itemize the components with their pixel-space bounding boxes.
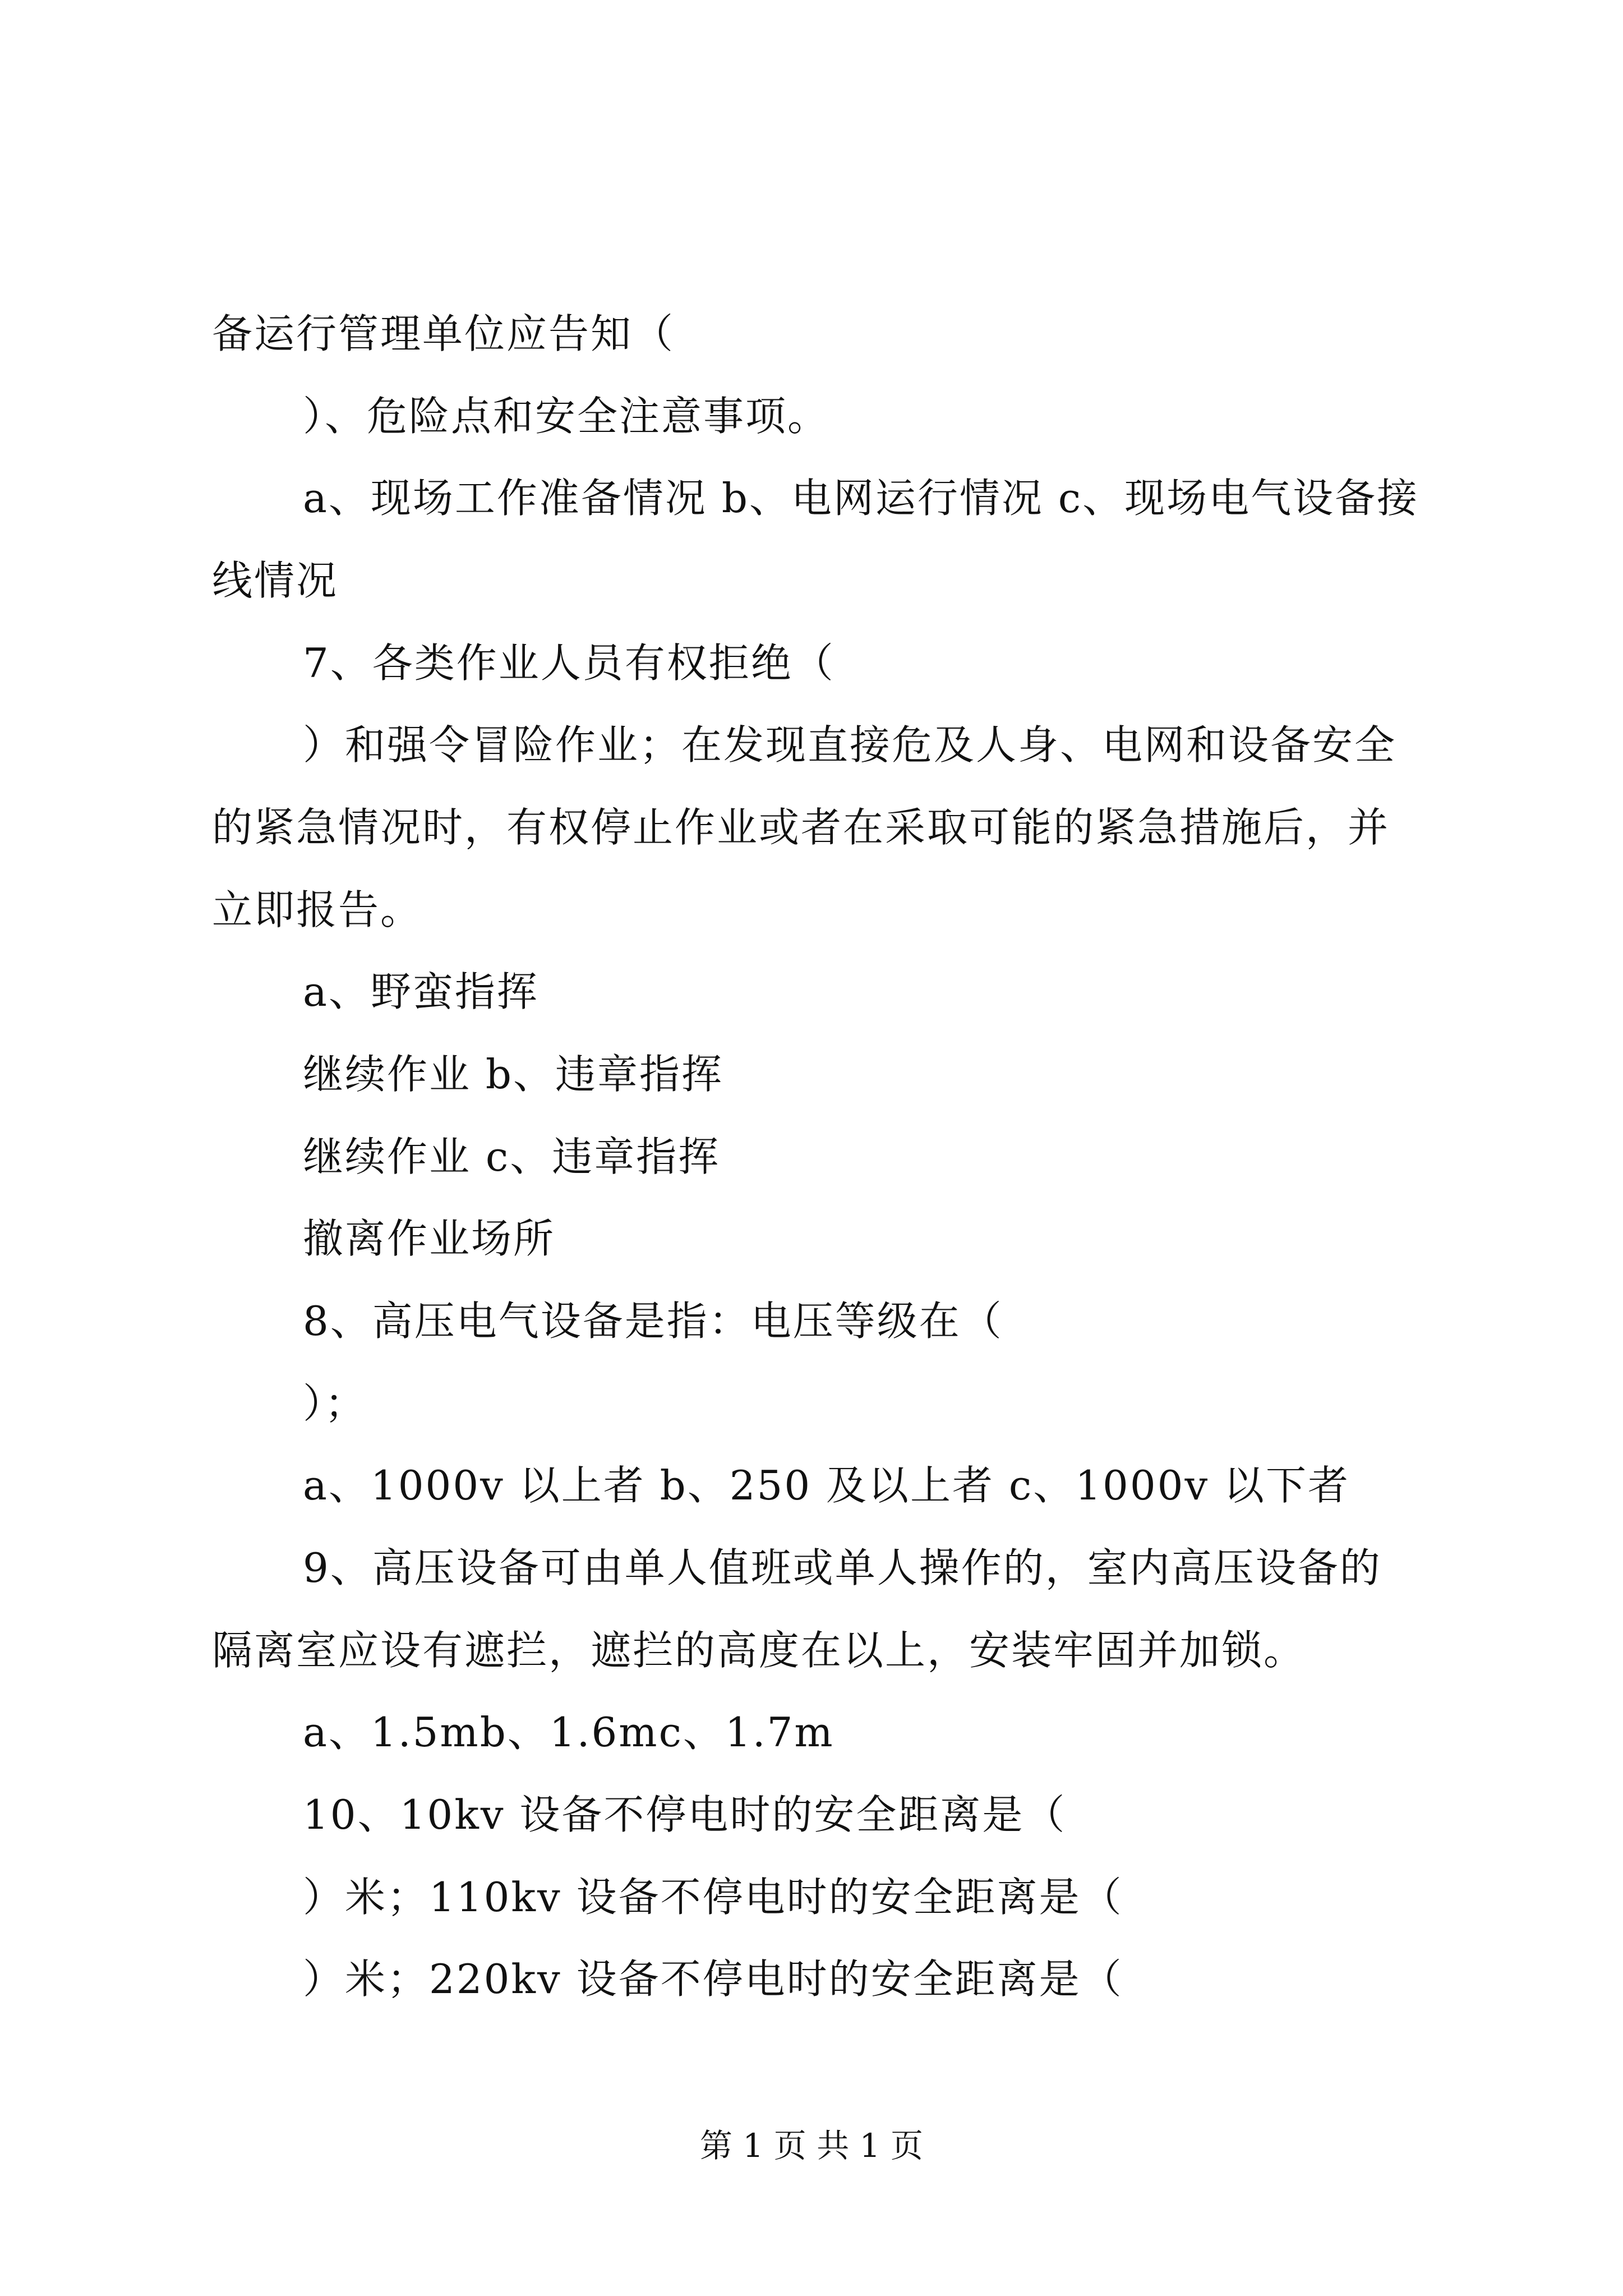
text-line: ）米；110kv 设备不停电时的安全距离是（ — [303, 1874, 1123, 1921]
text-line: 继续作业 b、违章指挥 — [303, 1051, 723, 1098]
text-line: a、1.5mb、1.6mc、1.7m — [303, 1709, 834, 1756]
text-line: a、1000v 以上者 b、250 及以上者 c、1000v 以下者 — [303, 1462, 1350, 1509]
text-line: 备运行管理单位应告知（ — [212, 310, 675, 357]
text-line: 撤离作业场所 — [303, 1215, 556, 1262]
text-line: ）、危险点和安全注意事项。 — [303, 393, 830, 440]
text-line: 8、高压电气设备是指：电压等级在（ — [303, 1297, 1003, 1345]
text-line: ）米；220kv 设备不停电时的安全距离是（ — [303, 1955, 1123, 2003]
text-line: a、现场工作准备情况 b、电网运行情况 c、现场电气设备接 — [303, 475, 1419, 522]
text-line: 7、各类作业人员有权拒绝（ — [303, 639, 835, 687]
text-line: 线情况 — [212, 557, 339, 604]
page-number: 第 1 页 共 1 页 — [700, 2127, 923, 2165]
text-line: 隔离室应设有遮拦，遮拦的高度在以上，安装牢固并加锁。 — [212, 1627, 1306, 1674]
text-line: 继续作业 c、违章指挥 — [303, 1133, 721, 1180]
text-line: a、野蛮指挥 — [303, 968, 539, 1015]
text-line: 立即报告。 — [212, 886, 423, 933]
text-line: ）和强令冒险作业；在发现直接危及人身、电网和设备安全 — [303, 721, 1397, 769]
text-line: 9、高压设备可由单人值班或单人操作的，室内高压设备的 — [303, 1544, 1382, 1591]
text-line: 的紧急情况时，有权停止作业或者在采取可能的紧急措施后，并 — [212, 804, 1390, 851]
text-line: 10、10kv 设备不停电时的安全距离是（ — [303, 1791, 1067, 1838]
text-line: ）； — [303, 1380, 367, 1427]
